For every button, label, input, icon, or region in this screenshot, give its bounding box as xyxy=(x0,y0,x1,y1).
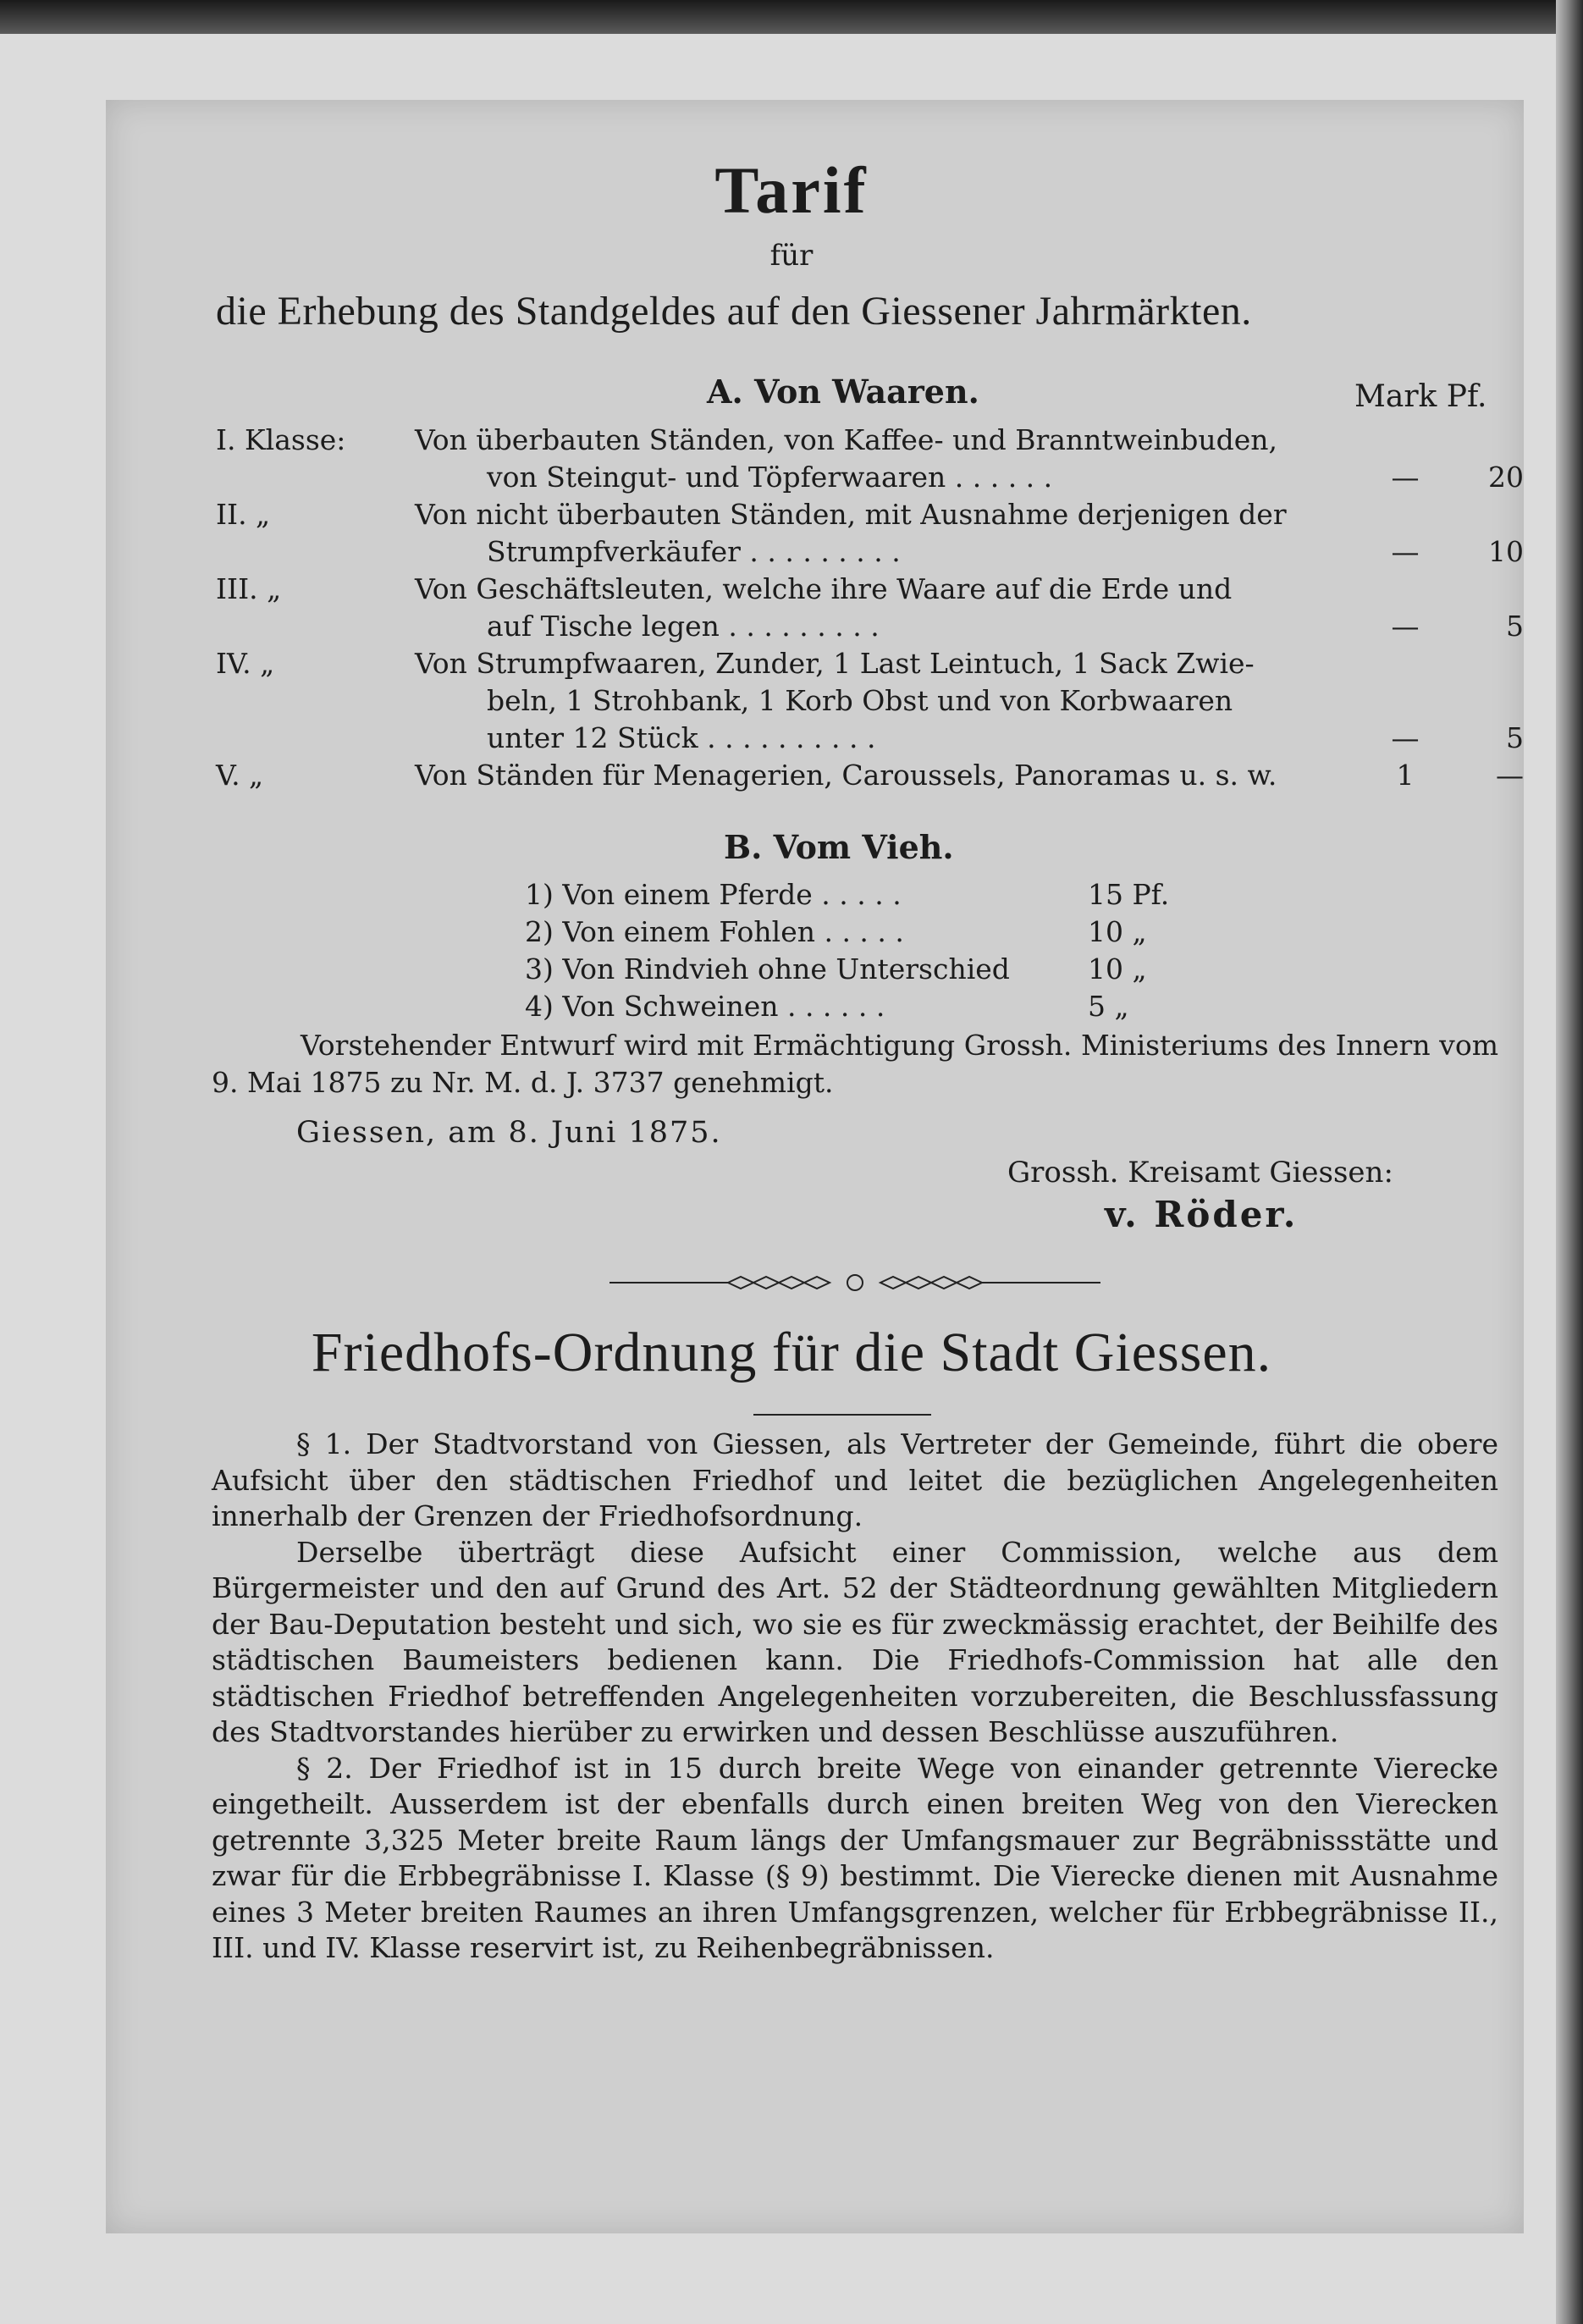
ornament-divider xyxy=(609,1270,1100,1295)
tariff-desc-line: Von Strumpfwaaren, Zunder, 1 Last Leintuch, 1 Sack Zwie- xyxy=(415,647,1255,680)
ordinance-paragraph: Derselbe überträgt diese Aufsicht einer Commission, welche aus dem Bürgermeister und den auf Grund des Art. 52 der Städteordnung gewählten Mitgliedern der Bau-Deputation besteht und sich, wo sie es für zweckmässig erachtet, der Beihilfe des städtischen Baumeisters bedienen kann. Die Friedhofs-Commission hat alle den städtischen Friedhof betreffenden Angelegenheiten vorzubereiten, die Beschlussfassung des Stadtvorstandes hierüber zu erwirken und dessen Beschlüsse auszuführen. xyxy=(212,1535,1498,1748)
vieh-value: 5 „ xyxy=(1088,990,1129,1023)
tariff-desc-line: von Steingut- und Töpferwaaren . . . . . . xyxy=(487,461,1053,494)
tariff-mark: 1 xyxy=(1396,759,1415,792)
tariff-pf: 5 xyxy=(1506,610,1524,643)
tariff-class: V. „ xyxy=(216,759,264,792)
ordinance-paragraph: § 2. Der Friedhof ist in 15 durch breite Wege von einander getrennte Vierecke eingetheilt. Ausserdem ist der ebenfalls durch einen breiten Weg von den Vierecken getrennte 3,325 Meter breite Raum längs der Umfangsmauer zur Begräbnissstätte und zwar für die Erbbegräbnisse I. Klasse (§ 9) bestimmt. Die Vierecke dienen mit Ausnahme eines 3 Meter breiten Raumes an ihren Umfangsgrenzen, welcher für Erbbegräbnisse II., III. und IV. Klasse reservirt ist, zu Reihenbegräbnissen. xyxy=(212,1751,1498,1964)
tariff-mark: — xyxy=(1391,610,1420,643)
approval-text: Vorstehender Entwurf wird mit Ermächtigung Grossh. Ministeriums des Innern vom 9. Mai 1875 zu Nr. M. d. J. 3737 genehmigt. xyxy=(212,1029,1498,1099)
tariff-subtitle: die Erhebung des Standgeldes auf den Giessener Jahrmärkten. xyxy=(216,289,1252,334)
vieh-label: 2) Von einem Fohlen . . . . . xyxy=(525,915,904,948)
vieh-value: 15 Pf. xyxy=(1088,878,1170,911)
tariff-pf: 10 xyxy=(1488,535,1524,568)
place-date: Giessen, am 8. Juni 1875. xyxy=(296,1116,722,1150)
tariff-row xyxy=(216,422,1524,496)
unit-header: Mark Pf. xyxy=(1354,379,1487,414)
ordinance-paragraph: § 1. Der Stadtvorstand von Giessen, als Vertreter der Gemeinde, führt die obere Aufsicht über den städtischen Friedhof und leitet die bezüglichen Angelegenheiten innerhalb der Grenzen der Friedhofsordnung. xyxy=(212,1427,1498,1532)
section-b-heading: B. Vom Vieh. xyxy=(724,828,954,866)
tariff-row xyxy=(216,571,1524,645)
vieh-label: 1) Von einem Pferde . . . . . xyxy=(525,878,902,911)
tariff-class: III. „ xyxy=(216,572,282,605)
tariff-desc-line: Von überbauten Ständen, von Kaffee- und Branntweinbuden, xyxy=(415,423,1278,456)
tariff-desc-line: Strumpfverkäufer . . . . . . . . . xyxy=(487,535,901,568)
tariff-desc-line: Von Geschäftsleuten, welche ihre Waare auf die Erde und xyxy=(415,572,1233,605)
signature: v. Röder. xyxy=(1105,1194,1299,1235)
tariff-pf: 20 xyxy=(1488,461,1524,494)
tariff-pf: — xyxy=(1496,759,1524,792)
vieh-value: 10 „ xyxy=(1088,952,1147,985)
section-a-heading: A. Von Waaren. xyxy=(707,373,979,411)
tariff-row xyxy=(216,645,1524,757)
tariff-class: IV. „ xyxy=(216,647,275,680)
book-edge-right xyxy=(1556,0,1583,2324)
tariff-pf: 5 xyxy=(1506,721,1524,754)
tariff-class: I. Klasse: xyxy=(216,423,346,456)
authority: Grossh. Kreisamt Giessen: xyxy=(1007,1156,1393,1190)
vieh-value: 10 „ xyxy=(1088,915,1147,948)
tariff-desc-line: Von nicht überbauten Ständen, mit Ausnahme derjenigen der xyxy=(415,498,1287,531)
vieh-label: 3) Von Rindvieh ohne Unterschied xyxy=(525,952,1010,985)
tariff-mark: — xyxy=(1391,461,1420,494)
title-rule xyxy=(753,1414,931,1416)
tariff-desc-line: unter 12 Stück . . . . . . . . . . xyxy=(487,721,876,754)
ordinance-body xyxy=(212,1427,1498,1967)
vieh-label: 4) Von Schweinen . . . . . . xyxy=(525,990,885,1023)
tariff-mark: — xyxy=(1391,535,1420,568)
tariff-mark: — xyxy=(1391,721,1420,754)
tariff-title: Tarif xyxy=(714,153,869,227)
tariff-class: II. „ xyxy=(216,498,271,531)
tariff-row xyxy=(216,496,1524,571)
tariff-for: für xyxy=(769,239,814,273)
tariff-desc-line: beln, 1 Strohbank, 1 Korb Obst und von Korbwaaren xyxy=(487,684,1233,717)
tariff-row xyxy=(216,757,1524,794)
book-edge-top xyxy=(0,0,1583,34)
section2-title: Friedhofs-Ordnung für die Stadt Giessen. xyxy=(311,1322,1272,1383)
tariff-desc-line: auf Tische legen . . . . . . . . . xyxy=(487,610,880,643)
tariff-table xyxy=(216,422,1524,794)
tariff-desc-line: Von Ständen für Menagerien, Caroussels, Panoramas u. s. w. xyxy=(415,759,1277,792)
